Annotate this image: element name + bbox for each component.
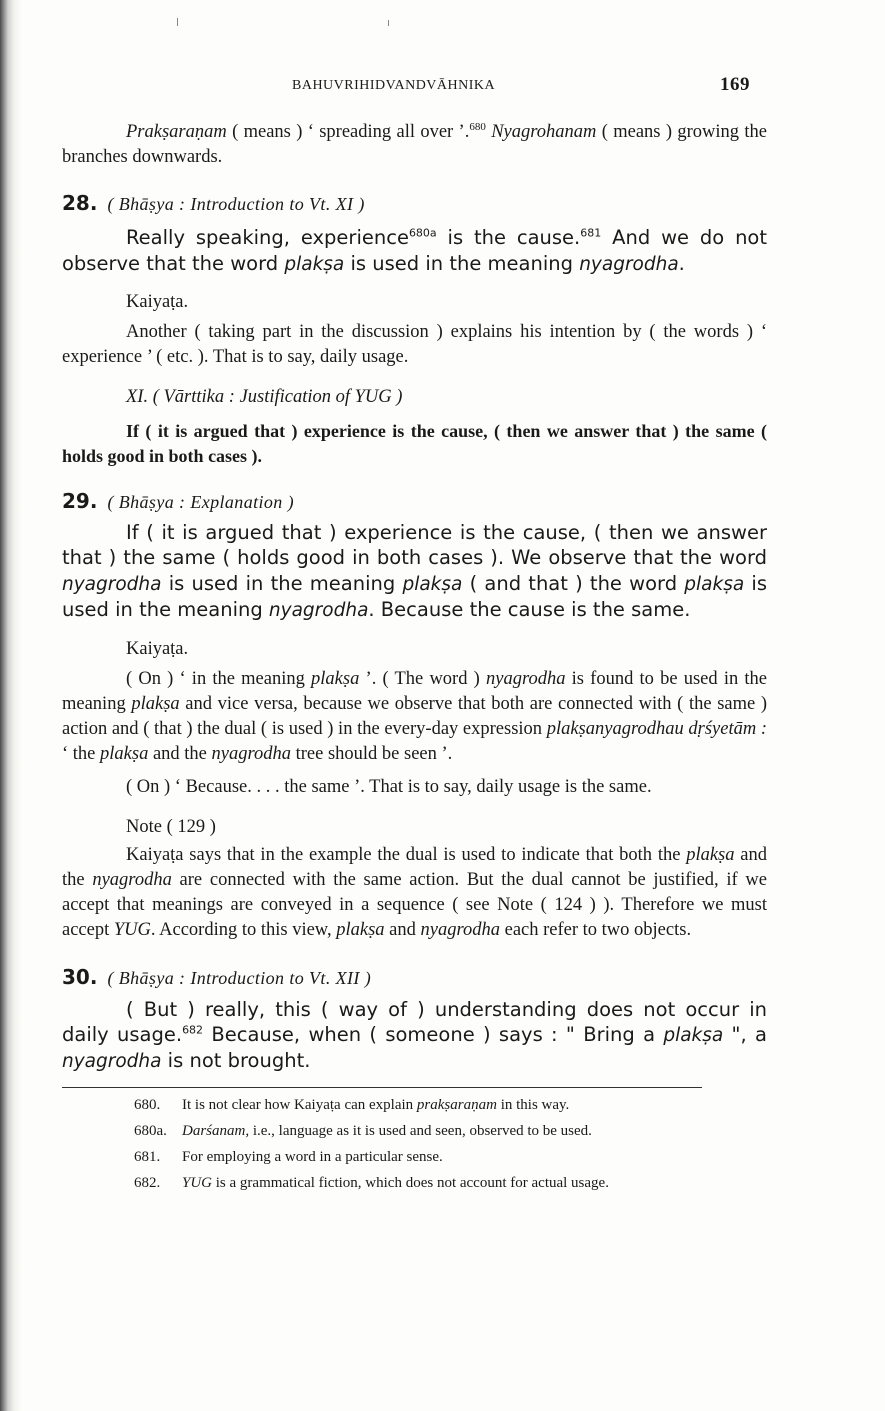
- page-number: 169: [720, 74, 750, 95]
- scan-speck: [177, 18, 178, 26]
- running-title: BAHUVRIHIDVANDVĀHNIKA: [292, 78, 496, 93]
- varttika-11-heading: XI. ( Vārttika : Justification of YUG ): [126, 386, 403, 407]
- paragraph-prakshara: Prakṣaraṇam ( means ) ‘ spreading all over ’.$^{680}$ Nyagrohanam ( means ) growing the branches downwards.: [62, 120, 767, 167]
- running-head: [62, 70, 767, 100]
- section-28-heading: 28. ( Bhāṣya : Introduction to Vt. XI ): [62, 191, 365, 215]
- section-29-text: If ( it is argued that ) experience is the cause, ( then we answer that ) the same ( holds good in both cases ). We observe that the word nyagrodha is used in the meaning plakṣa ( and that ) the word plakṣa is used in the meaning nyagrodha. Because the cause is the same.: [62, 520, 767, 621]
- footnotes: [62, 1092, 767, 1196]
- section-28-text: Really speaking, experience$^{680a}$ is the cause.$^{681}$ And we do not observe that the word plakṣa is used in the meaning nyagrodha.: [62, 226, 767, 275]
- footnote-680a: 680a. Darśanam, i.e., language as it is used and seen, observed to be used.: [134, 1123, 592, 1139]
- note-129-text: Kaiyaṭa says that in the example the dual is used to indicate that both the plakṣa and the nyagrodha are connected with the same action. But the dual cannot be justified, if we accept that meanings are conveyed in a sequence ( see Note ( 124 ) ). Therefore we must accept YUG. According to this view, plakṣa and nyagrodha each refer to two objects.: [62, 844, 768, 940]
- scan-speck: [388, 20, 389, 26]
- kaiyata-label-2: Kaiyaṭa.: [126, 638, 189, 659]
- footnote-682: 682. YUG is a grammatical fiction, which does not account for actual usage.: [134, 1175, 609, 1191]
- footnote-680: 680. It is not clear how Kaiyaṭa can explain prakṣaraṇam in this way.: [134, 1097, 570, 1113]
- section-30-heading: 30. ( Bhāṣya : Introduction to Vt. XII ): [62, 964, 372, 989]
- section-30-text: ( But ) really, this ( way of ) understanding does not occur in daily usage.$^{682}$ Because, when ( someone ) says : " Bring a plakṣa ", a nyagrodha is not brought.: [62, 997, 767, 1072]
- page: [62, 70, 767, 1196]
- footnote-681: 681. For employing a word in a particular sense.: [134, 1149, 443, 1165]
- kaiyata-text-1: Another ( taking part in the discussion ) explains his intention by ( the words ) ‘ experience ’ ( etc. ). That is to say, daily usage.: [62, 321, 767, 367]
- note-129-label: Note ( 129 ): [126, 816, 216, 837]
- page-edge-shadow: [0, 0, 22, 1411]
- footnote-rule: [62, 1087, 702, 1088]
- varttika-11-text: If ( it is argued that ) experience is the cause, ( then we answer that ) the same ( holds good in both cases ).: [62, 420, 767, 466]
- kaiyata-text-2: ( On ) ‘ in the meaning plakṣa ’. ( The word ) nyagrodha is found to be used in the meaning plakṣa and vice versa, because we observe that both are connected with ( the same ) action and ( that ) the dual ( is used ) in the every-day expression plakṣanyagrodhau dṛśyetām : ‘ the plakṣa and the nyagrodha tree should be seen ’.: [62, 668, 767, 764]
- kaiyata-label-1: Kaiyaṭa.: [126, 291, 189, 312]
- kaiyata-text-2-last: ( On ) ‘ Because. . . . the same ’. That is to say, daily usage is the same.: [126, 776, 652, 797]
- section-29-heading: 29. ( Bhāṣya : Explanation ): [62, 488, 294, 513]
